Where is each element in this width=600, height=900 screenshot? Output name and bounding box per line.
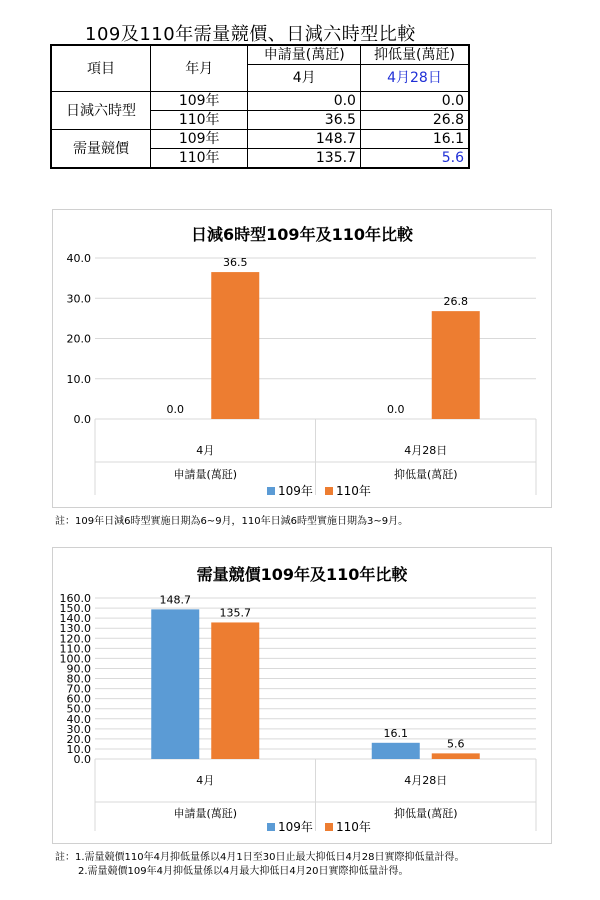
chart2-note-line2: 2.需量競價109年4月抑低量係以4月最大抑低日4月20日實際抑低量計得。 bbox=[78, 866, 409, 877]
y-tick-label: 30.0 bbox=[66, 292, 91, 306]
data-label: 0.0 bbox=[387, 403, 405, 416]
summary-table bbox=[50, 44, 470, 169]
chart-daily-six-hour-svg bbox=[53, 210, 551, 507]
row-application-value: 36.5 bbox=[248, 111, 361, 130]
table-row bbox=[51, 92, 469, 111]
x-tick-label: 4月 bbox=[196, 774, 215, 787]
header-year-month: 年月 bbox=[150, 45, 248, 92]
category-group-label: 申請量(萬瓩) bbox=[173, 807, 238, 820]
chart-daily-six-hour bbox=[52, 209, 552, 508]
category-group-label: 抑低量(萬瓩) bbox=[393, 807, 458, 820]
y-tick-label: 50.0 bbox=[66, 702, 91, 716]
y-tick-label: 30.0 bbox=[66, 722, 91, 736]
row-reduction-value: 16.1 bbox=[360, 130, 469, 149]
chart2-note-line1: 註：1.需量競價110年4月抑低量係以4月1日至30日止最大抑低日4月28日實際抑低量計得。 bbox=[55, 852, 465, 863]
x-tick-label: 4月28日 bbox=[404, 774, 448, 787]
row-application-value: 148.7 bbox=[248, 130, 361, 149]
data-label: 16.1 bbox=[383, 726, 408, 740]
row-year: 109年 bbox=[150, 130, 248, 149]
y-tick-label: 0.0 bbox=[73, 753, 91, 766]
legend-label: 110年 bbox=[336, 820, 371, 834]
y-tick-label: 110.0 bbox=[59, 642, 91, 656]
y-tick-label: 10.0 bbox=[66, 372, 91, 386]
bar-110年 bbox=[211, 622, 259, 759]
chart1-note: 註：109年日減6時型實施日期為6~9月，110年日減6時型實施日期為3~9月。 bbox=[55, 516, 409, 527]
legend-label: 109年 bbox=[278, 484, 313, 498]
data-label: 5.6 bbox=[447, 737, 465, 751]
bar-110年 bbox=[432, 311, 480, 419]
data-label: 26.8 bbox=[443, 295, 468, 309]
chart-title: 日減6時型109年及110年比較 bbox=[191, 225, 413, 244]
chart-title: 需量競價109年及110年比較 bbox=[196, 565, 408, 584]
bar-110年 bbox=[211, 272, 259, 419]
legend-swatch bbox=[267, 823, 275, 831]
header-item: 項目 bbox=[51, 45, 150, 92]
subheader-april: 4月 bbox=[248, 65, 361, 92]
x-tick-label: 4月 bbox=[196, 444, 215, 457]
y-tick-label: 20.0 bbox=[66, 732, 91, 746]
bar-109年 bbox=[151, 609, 199, 759]
legend-label: 109年 bbox=[278, 820, 313, 834]
y-tick-label: 20.0 bbox=[66, 332, 91, 346]
legend-label: 110年 bbox=[336, 484, 371, 498]
header-application: 申請量(萬瓩) bbox=[248, 45, 361, 65]
row-year: 110年 bbox=[150, 111, 248, 130]
chart-demand-bidding-svg bbox=[53, 548, 551, 843]
y-tick-label: 70.0 bbox=[66, 682, 91, 696]
y-tick-label: 10.0 bbox=[66, 742, 91, 756]
legend-swatch bbox=[325, 487, 333, 495]
data-label: 36.5 bbox=[223, 256, 248, 270]
chart-demand-bidding bbox=[52, 547, 552, 844]
bar-109年 bbox=[372, 743, 420, 759]
row-application-value: 0.0 bbox=[248, 92, 361, 111]
y-tick-label: 160.0 bbox=[59, 592, 91, 605]
header-reduction: 抑低量(萬瓩) bbox=[360, 45, 469, 65]
row-reduction-value: 5.6 bbox=[360, 149, 469, 169]
row-year: 110年 bbox=[150, 149, 248, 169]
group-label: 需量競價 bbox=[51, 130, 150, 169]
y-tick-label: 40.0 bbox=[66, 712, 91, 726]
data-label: 0.0 bbox=[166, 403, 184, 416]
table-row bbox=[51, 130, 469, 149]
category-group-label: 申請量(萬瓩) bbox=[173, 468, 238, 481]
data-label: 148.7 bbox=[159, 593, 191, 607]
y-tick-label: 60.0 bbox=[66, 692, 91, 706]
y-tick-label: 80.0 bbox=[66, 672, 91, 686]
category-group-label: 抑低量(萬瓩) bbox=[393, 468, 458, 481]
subheader-april-28: 4月28日 bbox=[360, 65, 469, 92]
x-tick-label: 4月28日 bbox=[404, 444, 448, 457]
page-title: 109及110年需量競價、日減六時型比較 bbox=[85, 24, 416, 45]
y-tick-label: 40.0 bbox=[66, 252, 91, 265]
y-tick-label: 0.0 bbox=[73, 413, 91, 426]
legend-swatch bbox=[325, 823, 333, 831]
y-tick-label: 100.0 bbox=[59, 652, 91, 666]
row-application-value: 135.7 bbox=[248, 149, 361, 169]
row-reduction-value: 26.8 bbox=[360, 111, 469, 130]
group-label: 日減六時型 bbox=[51, 92, 150, 130]
bar-110年 bbox=[432, 753, 480, 759]
y-tick-label: 130.0 bbox=[59, 622, 91, 636]
legend-swatch bbox=[267, 487, 275, 495]
data-label: 135.7 bbox=[219, 606, 251, 620]
y-tick-label: 90.0 bbox=[66, 662, 91, 676]
row-reduction-value: 0.0 bbox=[360, 92, 469, 111]
row-year: 109年 bbox=[150, 92, 248, 111]
y-tick-label: 140.0 bbox=[59, 612, 91, 626]
y-tick-label: 150.0 bbox=[59, 602, 91, 616]
y-tick-label: 120.0 bbox=[59, 632, 91, 646]
